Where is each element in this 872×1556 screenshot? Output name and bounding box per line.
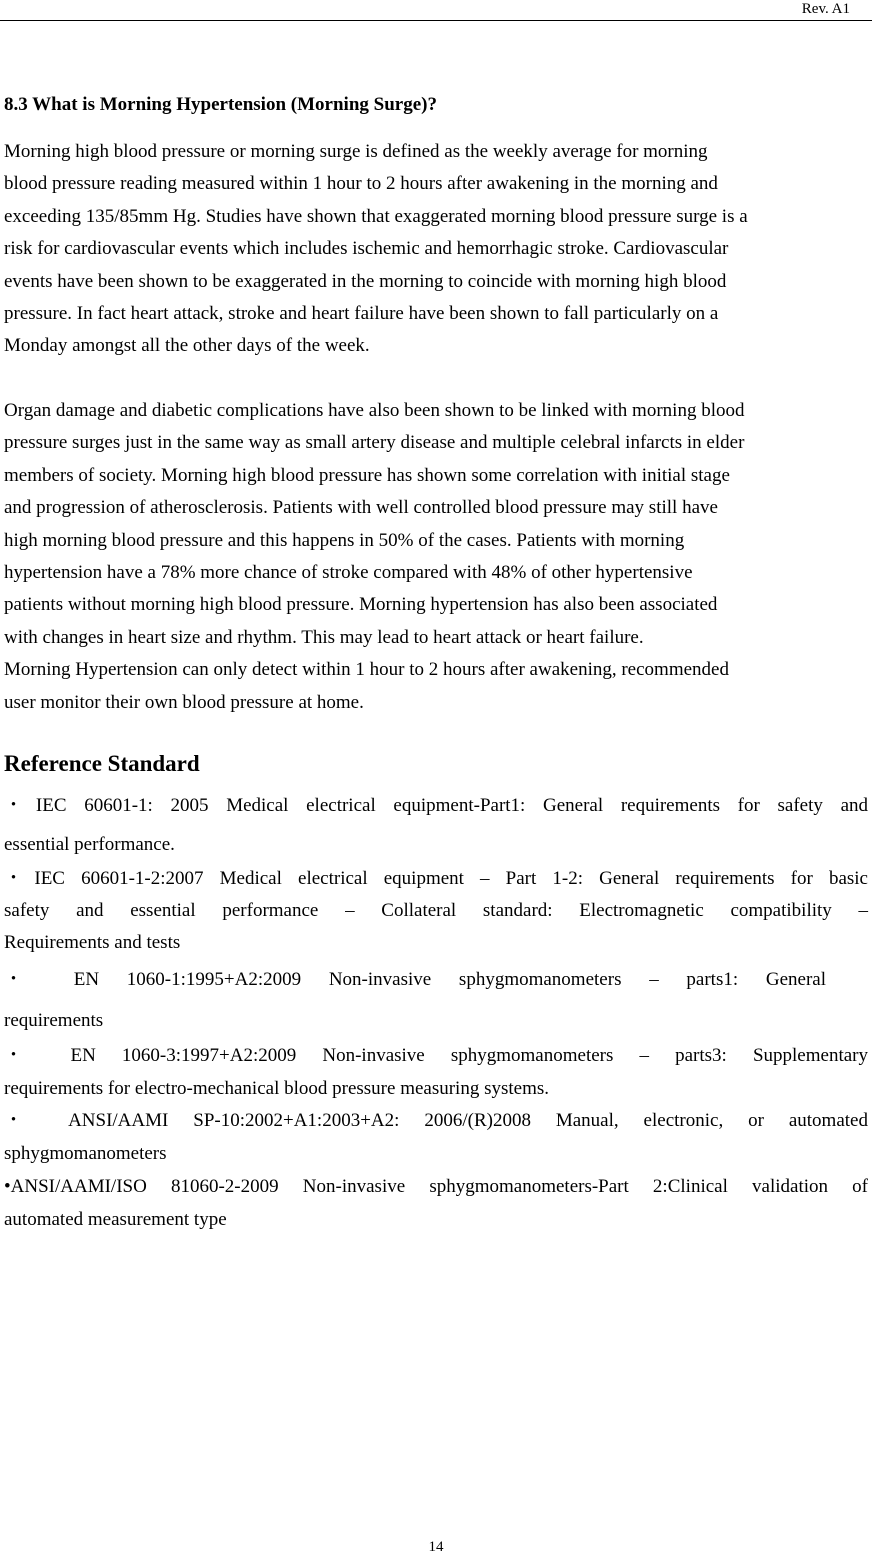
standard-item bbox=[4, 1040, 868, 1105]
paragraph-organ-damage bbox=[4, 395, 866, 719]
standard-line: ・ EN 1060-1:1995+A2:2009 Non-invasive sphygmomanometers – parts1: General bbox=[4, 969, 826, 990]
standard-line: sphygmomanometers bbox=[4, 1142, 167, 1164]
standard-line: •ANSI/AAMI/ISO 81060-2-2009 Non-invasive sphygmomanometers-Part 2:Clinical validation of bbox=[4, 1176, 868, 1197]
text-line: events have been shown to be exaggerated in the morning to coincide with morning high blood bbox=[4, 270, 727, 292]
text-line: Morning high blood pressure or morning surge is defined as the weekly average for morning bbox=[4, 141, 708, 162]
standard-line: Requirements and tests bbox=[4, 932, 181, 953]
standard-item bbox=[4, 964, 868, 1037]
standard-line: safety and essential performance – Collateral standard: Electromagnetic compatibility – bbox=[4, 900, 868, 921]
text-line: Monday amongst all the other days of the week. bbox=[4, 335, 370, 357]
text-line: with changes in heart size and rhythm. This may lead to heart attack or heart failure. bbox=[4, 626, 644, 648]
standard-line: automated measurement type bbox=[4, 1208, 227, 1230]
text-line: pressure. In fact heart attack, stroke and heart failure have been shown to fall particularly on a bbox=[4, 303, 719, 325]
revision-label: Rev. A1 bbox=[801, 1, 850, 17]
text-line: patients without morning high blood pressure. Morning hypertension has also been associated bbox=[4, 594, 718, 616]
standard-line: requirements for electro-mechanical blood pressure measuring systems. bbox=[4, 1077, 550, 1099]
text-line: user monitor their own blood pressure at home. bbox=[4, 691, 364, 713]
paragraph-morning-surge-definition bbox=[4, 136, 866, 363]
text-line: risk for cardiovascular events which includes ischemic and hemorrhagic stroke. Cardiovascular bbox=[4, 238, 729, 260]
section-title: 8.3 What is Morning Hypertension (Morning Surge)? bbox=[4, 94, 437, 115]
standard-item bbox=[4, 1105, 868, 1170]
standard-line: ・IEC 60601-1-2:2007 Medical electrical equipment – Part 1-2: General requirements for basic bbox=[4, 868, 868, 889]
text-line: Organ damage and diabetic complications have also been shown to be linked with morning blood bbox=[4, 400, 745, 421]
text-line: hypertension have a 78% more chance of stroke compared with 48% of other hypertensive bbox=[4, 562, 693, 584]
standard-line: essential performance. bbox=[4, 834, 175, 855]
text-line: Morning Hypertension can only detect within 1 hour to 2 hours after awakening, recommended bbox=[4, 659, 729, 681]
standard-item bbox=[4, 1171, 868, 1236]
standard-line: ・ EN 1060-3:1997+A2:2009 Non-invasive sphygmomanometers – parts3: Supplementary bbox=[4, 1045, 868, 1066]
header-divider bbox=[0, 20, 872, 21]
standard-line: ・ ANSI/AAMI SP-10:2002+A1:2003+A2: 2006/(R)2008 Manual, electronic, or automated bbox=[4, 1110, 868, 1131]
text-line: exceeding 135/85mm Hg. Studies have shown that exaggerated morning blood pressure surge is a bbox=[4, 205, 748, 227]
text-line: and progression of atherosclerosis. Patients with well controlled blood pressure may still have bbox=[4, 497, 718, 519]
standard-line: requirements bbox=[4, 1010, 104, 1031]
standard-line: ・IEC 60601-1: 2005 Medical electrical equipment-Part1: General requirements for safety and bbox=[4, 795, 868, 816]
text-line: members of society. Morning high blood pressure has shown some correlation with initial stage bbox=[4, 464, 730, 486]
text-line: pressure surges just in the same way as small artery disease and multiple celebral infarcts in elder bbox=[4, 432, 745, 454]
standard-item bbox=[4, 786, 868, 864]
standard-item bbox=[4, 863, 868, 959]
text-line: high morning blood pressure and this happens in 50% of the cases. Patients with morning bbox=[4, 529, 685, 551]
reference-standard-heading: Reference Standard bbox=[4, 751, 200, 776]
page-number: 14 bbox=[428, 1539, 444, 1555]
text-line: blood pressure reading measured within 1 hour to 2 hours after awakening in the morning and bbox=[4, 173, 718, 195]
